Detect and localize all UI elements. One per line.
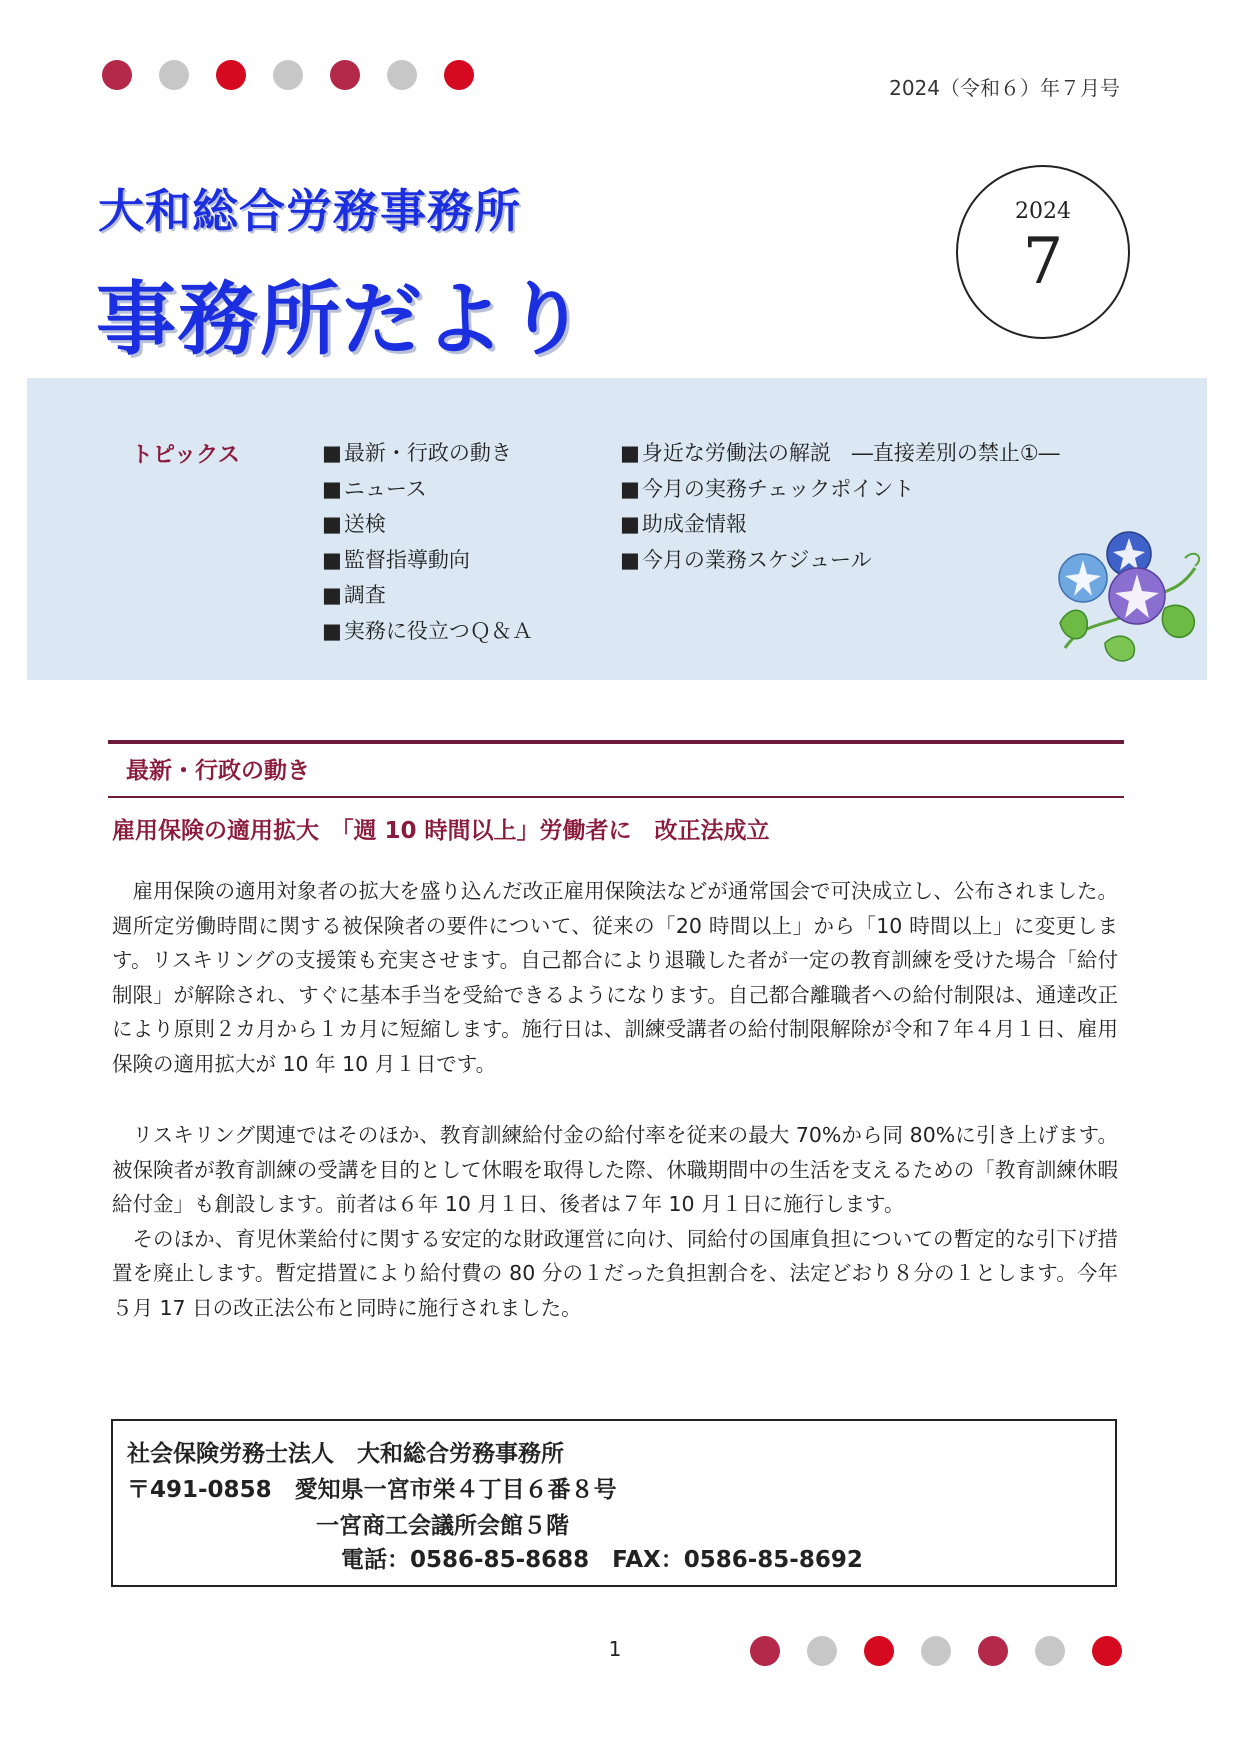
dot — [807, 1636, 837, 1666]
topic-item: ■ 調査 — [322, 578, 533, 614]
issue-date: 2024（令和６）年７月号 — [889, 76, 1120, 100]
section-rule-bottom — [108, 796, 1124, 798]
dot — [444, 60, 474, 90]
topic-item: ■ 身近な労働法の解説 ―直接差別の禁止①― — [620, 436, 1060, 472]
topic-item: ■ 実務に役立つＱ＆Ａ — [322, 614, 533, 650]
dot — [102, 60, 132, 90]
section-rule-top — [108, 740, 1124, 744]
dot — [1092, 1636, 1122, 1666]
topic-item: ■ 今月の業務スケジュール — [620, 543, 1060, 579]
article-headline: 雇用保険の適用拡大 「週 10 時間以上」労働者に 改正法成立 — [112, 818, 770, 844]
office-name: 社会保険労務士法人 大和総合労務事務所 — [127, 1441, 564, 1467]
decorative-dots-top — [102, 60, 474, 90]
section-title: 最新・行政の動き — [126, 758, 310, 784]
issue-badge — [956, 165, 1130, 339]
article-paragraphs-2-3 — [112, 1118, 1118, 1326]
badge-month: 7 — [1022, 225, 1064, 299]
dot — [1035, 1636, 1065, 1666]
morning-glory-illustration — [1045, 528, 1207, 668]
brand-title: 大和総合労務事務所 — [98, 184, 521, 238]
topic-item: ■ ニュース — [322, 472, 533, 508]
dot — [750, 1636, 780, 1666]
paragraph-text: そのほか、育児休業給付に関する安定的な財政運営に向け、同給付の国庫負担についての暫定的な引下げ措置を廃止します。暫定措置により給付費の 80 分の１だった負担割合を、法定どおり８分の１とします。今年５月 17 日の改正法公布と同時に施行されました。 — [112, 1226, 1118, 1320]
dot — [216, 60, 246, 90]
topics-label: トピックス — [131, 443, 240, 468]
page-number: 1 — [608, 1637, 622, 1661]
dot — [921, 1636, 951, 1666]
topics-column-1 — [322, 436, 533, 649]
office-contact-box — [111, 1419, 1117, 1587]
topic-item: ■ 最新・行政の動き — [322, 436, 533, 472]
decorative-dots-bottom — [750, 1636, 1122, 1666]
office-address: 〒491-0858 愛知県一宮市栄４丁目６番８号 — [127, 1477, 617, 1503]
badge-year: 2024 — [1015, 199, 1071, 224]
paragraph-text: リスキリング関連ではそのほか、教育訓練給付金の給付率を従来の最大 70%から同 80%に引き上げます。被保険者が教育訓練の受講を目的として休暇を取得した際、休職期間中の生活を支えるための「教育訓練休暇給付金」も創設します。前者は６年 10 月１日、後者は７年 10 月１日に施行します。 — [112, 1123, 1118, 1217]
office-phone-fax: 電話：0586-85-8688 FAX：0586-85-8692 — [341, 1547, 863, 1573]
topics-box — [27, 378, 1207, 680]
article-paragraph-1 — [112, 874, 1118, 1082]
dot — [978, 1636, 1008, 1666]
topic-item: ■ 監督指導動向 — [322, 543, 533, 579]
dot — [864, 1636, 894, 1666]
paragraph-text: 雇用保険の適用対象者の拡大を盛り込んだ改正雇用保険法などが通常国会で可決成立し、公布されました。週所定労働時間に関する被保険者の要件について、従来の「20 時間以上」から「10 時間以上」に変更します。リスキリングの支援策も充実させます。自己都合により退職した者が一定の教育訓練を受けた場合「給付制限」が解除され、すぐに基本手当を受給できるようになります。自己都合離職者への給付制限は、通達改正により原則２カ月から１カ月に短縮します。施行日は、訓練受講者の給付制限解除が令和７年４月１日、雇用保険の適用拡大が 10 年 10 月１日です。 — [112, 879, 1118, 1076]
topic-item: ■ 送検 — [322, 507, 533, 543]
dot — [273, 60, 303, 90]
newsletter-title: 事務所だより — [96, 273, 588, 366]
topic-item: ■ 今月の実務チェックポイント — [620, 472, 1060, 508]
dot — [159, 60, 189, 90]
topic-item: ■ 助成金情報 — [620, 507, 1060, 543]
topics-column-2 — [620, 436, 1060, 578]
dot — [387, 60, 417, 90]
office-building: 一宮商工会議所会館５階 — [316, 1513, 569, 1539]
dot — [330, 60, 360, 90]
